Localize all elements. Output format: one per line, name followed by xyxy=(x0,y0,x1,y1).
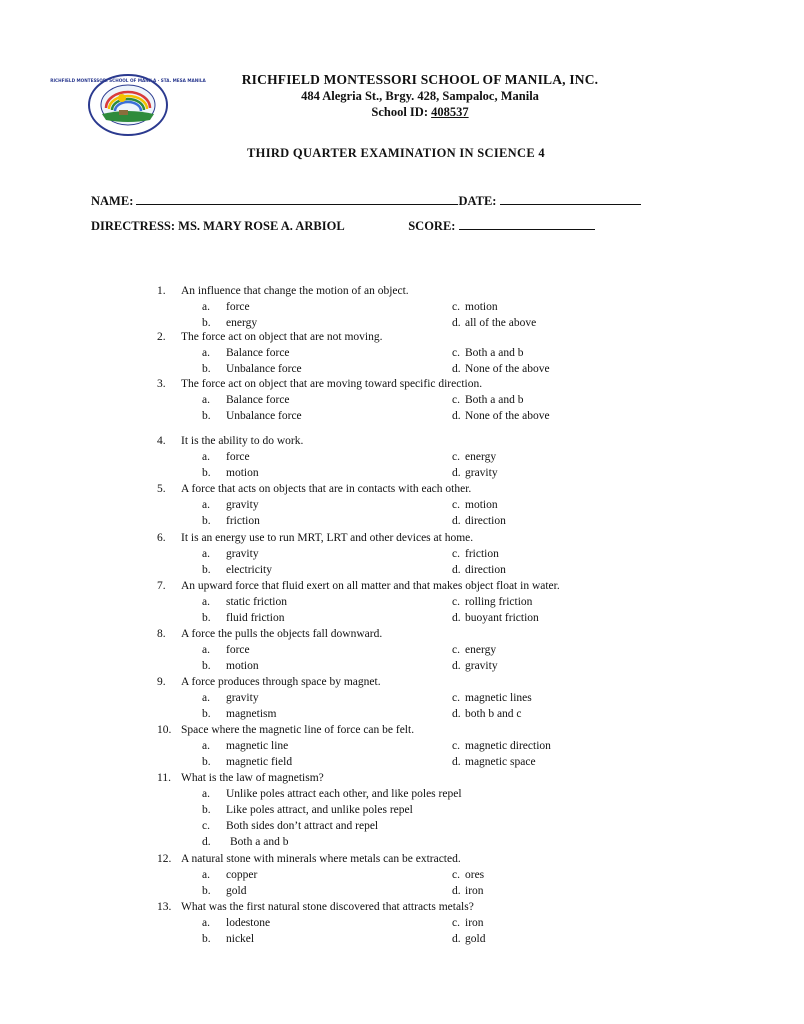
option-text: gold xyxy=(226,885,247,897)
option-letter: a. xyxy=(202,596,210,608)
option-letter: a. xyxy=(202,499,210,511)
question-text: A natural stone with minerals where metals can be extracted. xyxy=(181,853,461,865)
option-letter: b. xyxy=(202,564,211,576)
option-text: Both a and b xyxy=(230,836,289,848)
option-text: magnetism xyxy=(226,708,277,720)
option-text: nickel xyxy=(226,933,255,945)
option-text: motion xyxy=(226,467,259,479)
option-text: motion xyxy=(226,660,259,672)
option-text: gravity xyxy=(226,499,259,511)
question-text: The force act on object that are not moving. xyxy=(181,331,383,343)
option-letter: b. xyxy=(202,515,211,527)
option-text: all of the above xyxy=(465,317,537,329)
option-text: motion xyxy=(465,499,498,511)
option-text: Balance force xyxy=(226,347,290,359)
option-letter: c. xyxy=(452,347,460,359)
question-number: 4. xyxy=(157,435,166,447)
option-letter: b. xyxy=(202,708,211,720)
option-letter: b. xyxy=(202,317,211,329)
option-letter: d. xyxy=(452,564,461,576)
option-text: buoyant friction xyxy=(465,612,539,624)
option-letter: a. xyxy=(202,644,210,656)
option-letter: a. xyxy=(202,740,210,752)
option-text: copper xyxy=(226,869,258,881)
option-text: magnetic space xyxy=(465,756,536,768)
option-letter: c. xyxy=(452,740,460,752)
option-text: fluid friction xyxy=(226,612,285,624)
option-text: gravity xyxy=(226,692,259,704)
option-letter: c. xyxy=(452,499,460,511)
option-letter: b. xyxy=(202,660,211,672)
option-letter: a. xyxy=(202,548,210,560)
option-text: Both sides don’t attract and repel xyxy=(226,820,379,832)
option-text: gold xyxy=(465,933,486,945)
option-letter: b. xyxy=(202,885,211,897)
option-text: direction xyxy=(465,564,506,576)
directress-label: DIRECTRESS: MS. MARY ROSE A. ARBIOL xyxy=(91,219,344,233)
question-number: 5. xyxy=(157,483,166,495)
option-text: magnetic lines xyxy=(465,692,532,704)
option-letter: d. xyxy=(452,410,461,422)
option-text: friction xyxy=(465,548,499,560)
option-letter: a. xyxy=(202,394,210,406)
question-number: 11. xyxy=(157,772,171,784)
option-letter: b. xyxy=(202,756,211,768)
option-text: iron xyxy=(465,917,484,929)
option-letter: d. xyxy=(452,317,461,329)
option-letter: b. xyxy=(202,363,211,375)
option-letter: c. xyxy=(452,451,460,463)
option-text: gravity xyxy=(465,660,498,672)
question-text: It is the ability to do work. xyxy=(181,435,304,447)
option-letter: c. xyxy=(452,548,460,560)
option-text: force xyxy=(226,301,250,313)
option-letter: c. xyxy=(452,869,460,881)
question-number: 9. xyxy=(157,676,166,688)
score-label: SCORE: xyxy=(408,219,456,233)
option-letter: c. xyxy=(452,692,460,704)
option-text: gravity xyxy=(226,548,259,560)
question-number: 13. xyxy=(157,901,172,913)
question-text: What was the first natural stone discovered that attracts metals? xyxy=(181,901,474,913)
option-letter: d. xyxy=(452,660,461,672)
school-id-label: School ID: xyxy=(371,105,428,119)
option-text: Both a and b xyxy=(465,347,524,359)
question-text: An influence that change the motion of an object. xyxy=(181,285,409,297)
option-text: Balance force xyxy=(226,394,290,406)
option-letter: c. xyxy=(452,917,460,929)
question-number: 2. xyxy=(157,331,166,343)
name-label: NAME: xyxy=(91,194,134,208)
question-text: The force act on object that are moving toward specific direction. xyxy=(181,378,483,390)
option-text: energy xyxy=(465,644,497,656)
school-address: 484 Alegria St., Brgy. 428, Sampaloc, Manila xyxy=(301,89,539,103)
option-letter: b. xyxy=(202,933,211,945)
question-number: 8. xyxy=(157,628,166,640)
option-text: magnetic field xyxy=(226,756,293,768)
option-text: magnetic direction xyxy=(465,740,551,752)
logo-text: RICHFIELD MONTESSORI SCHOOL OF MANILA · STA. MESA MANILA xyxy=(50,78,206,83)
question-text: What is the law of magnetism? xyxy=(181,772,324,784)
option-letter: a. xyxy=(202,869,210,881)
option-text: both b and c xyxy=(465,708,522,720)
question-number: 7. xyxy=(157,580,166,592)
question-text: It is an energy use to run MRT, LRT and other devices at home. xyxy=(181,532,474,544)
option-text: electricity xyxy=(226,564,272,576)
question-number: 10. xyxy=(157,724,172,736)
option-letter: a. xyxy=(202,692,210,704)
question-text: Space where the magnetic line of force can be felt. xyxy=(181,724,415,736)
option-text: force xyxy=(226,451,250,463)
option-letter: b. xyxy=(202,410,211,422)
option-letter: d. xyxy=(452,885,461,897)
option-text: energy xyxy=(465,451,497,463)
option-letter: a. xyxy=(202,451,210,463)
option-text: Unbalance force xyxy=(226,363,302,375)
option-letter: a. xyxy=(202,301,210,313)
school-name: RICHFIELD MONTESSORI SCHOOL OF MANILA, INC. xyxy=(241,72,599,87)
option-text: force xyxy=(226,644,250,656)
option-text: None of the above xyxy=(465,363,550,375)
option-letter: d. xyxy=(452,933,461,945)
option-text: lodestone xyxy=(226,917,271,929)
option-text: ores xyxy=(465,869,485,881)
option-letter: d. xyxy=(452,363,461,375)
option-letter: d. xyxy=(452,756,461,768)
option-letter: d. xyxy=(202,836,211,848)
option-letter: c. xyxy=(452,394,460,406)
option-text: Unlike poles attract each other, and like poles repel xyxy=(226,788,462,800)
option-text: magnetic line xyxy=(226,740,289,752)
option-text: direction xyxy=(465,515,506,527)
option-letter: b. xyxy=(202,612,211,624)
question-number: 3. xyxy=(157,378,166,390)
option-letter: a. xyxy=(202,788,210,800)
question-text: A force produces through space by magnet. xyxy=(181,676,381,688)
option-letter: b. xyxy=(202,804,211,816)
option-letter: d. xyxy=(452,708,461,720)
question-text: A force the pulls the objects fall downward. xyxy=(181,628,383,640)
option-text: friction xyxy=(226,515,260,527)
school-id-number: 408537 xyxy=(431,105,469,119)
option-letter: d. xyxy=(452,612,461,624)
option-text: iron xyxy=(465,885,484,897)
option-text: energy xyxy=(226,317,258,329)
option-text: None of the above xyxy=(465,410,550,422)
question-text: A force that acts on objects that are in contacts with each other. xyxy=(181,483,472,495)
option-letter: c. xyxy=(202,820,210,832)
exam-title: THIRD QUARTER EXAMINATION IN SCIENCE 4 xyxy=(247,146,545,160)
option-text: Like poles attract, and unlike poles repel xyxy=(226,804,413,816)
question-number: 6. xyxy=(157,532,166,544)
option-letter: c. xyxy=(452,596,460,608)
question-number: 1. xyxy=(157,285,166,297)
option-text: Both a and b xyxy=(465,394,524,406)
option-letter: a. xyxy=(202,917,210,929)
option-text: Unbalance force xyxy=(226,410,302,422)
option-letter: c. xyxy=(452,301,460,313)
option-text: static friction xyxy=(226,596,287,608)
date-label: DATE: xyxy=(458,194,497,208)
option-letter: b. xyxy=(202,467,211,479)
option-letter: a. xyxy=(202,347,210,359)
option-text: rolling friction xyxy=(465,596,533,608)
option-letter: d. xyxy=(452,515,461,527)
option-letter: d. xyxy=(452,467,461,479)
option-text: gravity xyxy=(465,467,498,479)
option-text: motion xyxy=(465,301,498,313)
question-text: An upward force that fluid exert on all matter and that makes object float in water. xyxy=(181,580,560,592)
option-letter: c. xyxy=(452,644,460,656)
question-number: 12. xyxy=(157,853,172,865)
